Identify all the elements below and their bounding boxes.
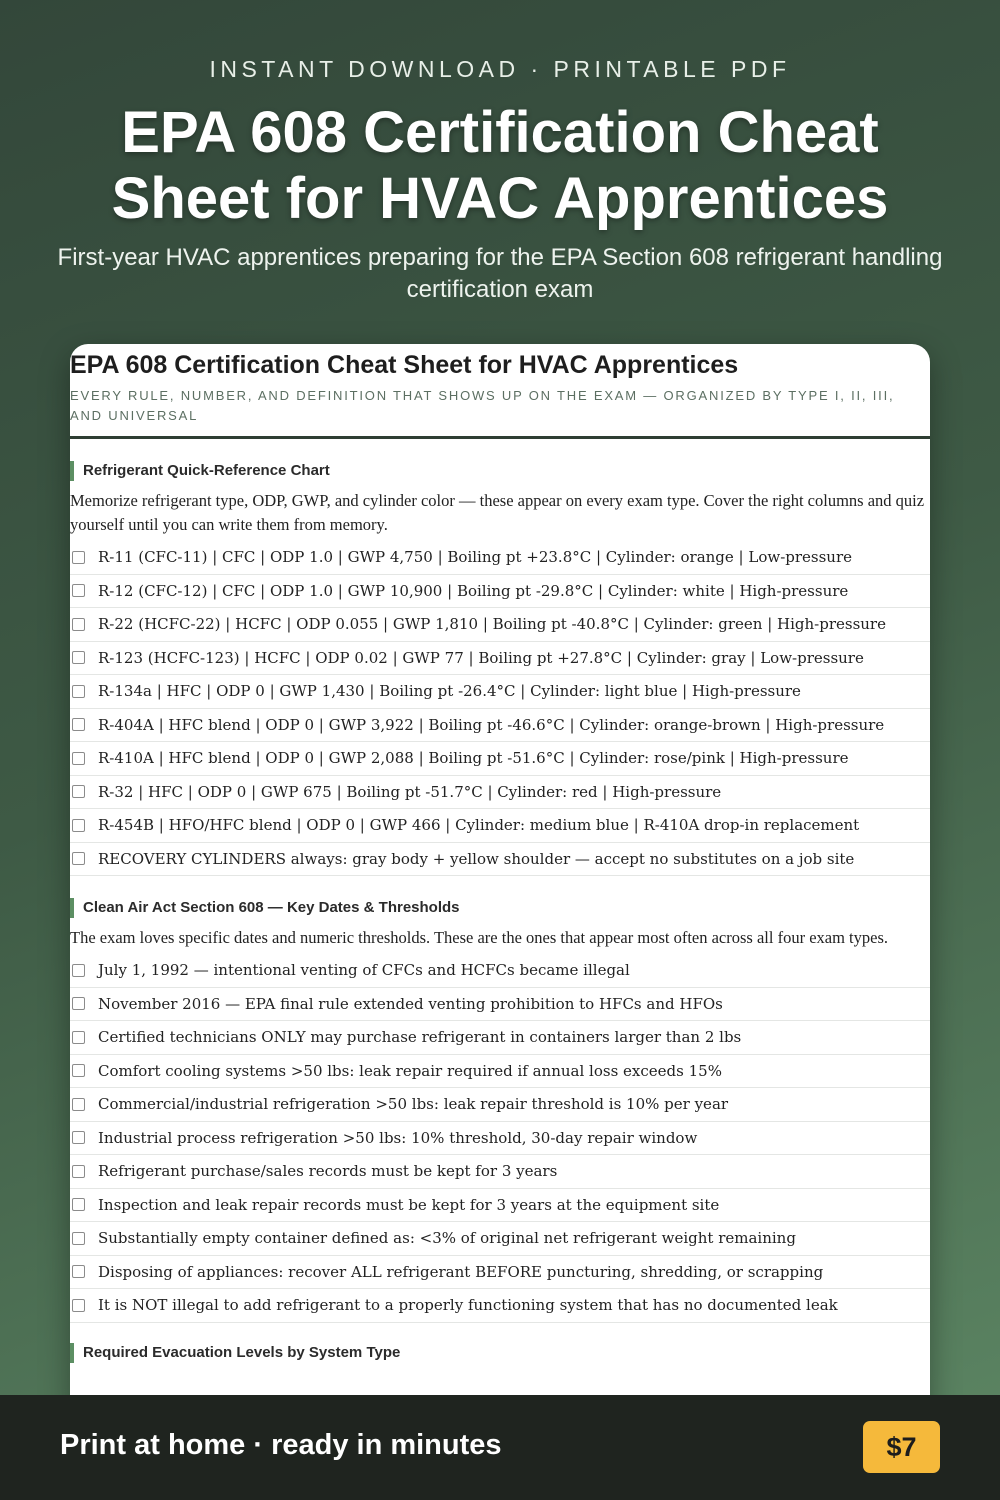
checklist-item-text: November 2016 — EPA final rule extended venting prohibition to HFCs and HFOs — [98, 994, 723, 1013]
checklist-item-text: Industrial process refrigeration >50 lbs: 10% threshold, 30-day repair window — [98, 1128, 698, 1147]
checklist-item-text: R-11 (CFC-11) | CFC | ODP 1.0 | GWP 4,750 | Boiling pt +23.8°C | Cylinder: orange | Low-pressure — [98, 548, 853, 567]
checkbox[interactable] — [72, 785, 85, 798]
checklist-item-text: Certified technicians ONLY may purchase refrigerant in containers larger than 2 lbs — [98, 1028, 742, 1047]
section-key-dates — [70, 898, 930, 1323]
checklist-item — [70, 1222, 930, 1256]
checklist-item — [70, 742, 930, 776]
checklist-item-text: July 1, 1992 — intentional venting of CFCs and HCFCs became illegal — [98, 961, 630, 980]
checklist-item — [70, 1122, 930, 1156]
checkbox[interactable] — [72, 1198, 85, 1211]
checklist-item — [70, 1256, 930, 1290]
section-evacuation-levels — [70, 1343, 930, 1363]
checkbox[interactable] — [72, 1131, 85, 1144]
checklist-item-text: Commercial/industrial refrigeration >50 lbs: leak repair threshold is 10% per year — [98, 1095, 729, 1114]
checklist-item — [70, 1189, 930, 1223]
main-subtitle: First-year HVAC apprentices preparing for the EPA Section 608 refrigerant handling certification exam — [57, 244, 943, 303]
checklist-item-text: R-12 (CFC-12) | CFC | ODP 1.0 | GWP 10,900 | Boiling pt -29.8°C | Cylinder: white | High-pressure — [98, 581, 849, 600]
checkbox[interactable] — [72, 1098, 85, 1111]
document-preview — [70, 344, 930, 1424]
checkbox[interactable] — [72, 1232, 85, 1245]
checklist-item — [70, 541, 930, 575]
checkbox[interactable] — [72, 852, 85, 865]
checkbox[interactable] — [72, 618, 85, 631]
checklist-item-text: Comfort cooling systems >50 lbs: leak repair required if annual loss exceeds 15% — [98, 1061, 722, 1080]
checklist-item-text: R-454B | HFO/HFC blend | ODP 0 | GWP 466 | Cylinder: medium blue | R-410A drop-in replacement — [98, 816, 860, 835]
checklist-item — [70, 608, 930, 642]
checklist-item-text: Refrigerant purchase/sales records must be kept for 3 years — [98, 1162, 558, 1181]
document-subtitle: EVERY RULE, NUMBER, AND DEFINITION THAT SHOWS UP ON THE EXAM — ORGANIZED BY TYPE I, II, III, AND UNIVERSAL — [70, 388, 895, 423]
checklist-item-text: Disposing of appliances: recover ALL refrigerant BEFORE puncturing, shredding, or scrapping — [98, 1262, 824, 1281]
checklist-item — [70, 1155, 930, 1189]
checkbox[interactable] — [72, 651, 85, 664]
main-title: EPA 608 Certification Cheat Sheet for HVAC Apprentices — [111, 100, 889, 231]
top-tagline: INSTANT DOWNLOAD · PRINTABLE PDF — [209, 56, 791, 82]
checklist — [70, 954, 930, 1323]
document-header — [70, 344, 930, 439]
section-title: Required Evacuation Levels by System Type — [70, 1343, 930, 1363]
checklist-item-text: It is NOT illegal to add refrigerant to a properly functioning system that has no documented leak — [98, 1296, 838, 1315]
checkbox[interactable] — [72, 1064, 85, 1077]
checklist-item — [70, 675, 930, 709]
checklist-item-text: Substantially empty container defined as: <3% of original net refrigerant weight remaining — [98, 1229, 796, 1248]
checklist-item — [70, 709, 930, 743]
checkbox[interactable] — [72, 685, 85, 698]
checklist-item-text: R-410A | HFC blend | ODP 0 | GWP 2,088 | Boiling pt -51.6°C | Cylinder: rose/pink | High-pressure — [98, 749, 849, 768]
checkbox[interactable] — [72, 551, 85, 564]
checkbox[interactable] — [72, 752, 85, 765]
checkbox[interactable] — [72, 1299, 85, 1312]
checkbox[interactable] — [72, 819, 85, 832]
checkbox[interactable] — [72, 964, 85, 977]
checklist-item-text: Inspection and leak repair records must be kept for 3 years at the equipment site — [98, 1195, 720, 1214]
checklist-item — [70, 575, 930, 609]
checkbox[interactable] — [72, 1265, 85, 1278]
checklist-item — [70, 954, 930, 988]
checklist-item — [70, 843, 930, 877]
document-title: EPA 608 Certification Cheat Sheet for HVAC Apprentices — [70, 351, 739, 379]
checklist-item — [70, 1055, 930, 1089]
price-badge: $7 — [863, 1421, 940, 1473]
section-description: The exam loves specific dates and numeric thresholds. These are the ones that appear most often across all four exam types. — [70, 928, 888, 947]
checklist-item — [70, 1289, 930, 1323]
checkbox[interactable] — [72, 1165, 85, 1178]
section-description: Memorize refrigerant type, ODP, GWP, and cylinder color — these appear on every exam type. Cover the right columns and quiz yourself until you can write them from memory. — [70, 491, 925, 534]
checkbox[interactable] — [72, 997, 85, 1010]
checkbox[interactable] — [72, 584, 85, 597]
checklist-item — [70, 1088, 930, 1122]
section-refrigerant-chart — [70, 461, 930, 876]
checklist-item-text: R-22 (HCFC-22) | HCFC | ODP 0.055 | GWP 1,810 | Boiling pt -40.8°C | Cylinder: green | High-pressure — [98, 615, 886, 634]
section-title: Clean Air Act Section 608 — Key Dates & Thresholds — [70, 898, 930, 918]
checklist-item-text: RECOVERY CYLINDERS always: gray body + yellow shoulder — accept no substitutes on a job site — [98, 849, 855, 868]
checklist-item — [70, 642, 930, 676]
checklist-item — [70, 809, 930, 843]
checkbox[interactable] — [72, 1031, 85, 1044]
checklist-item — [70, 776, 930, 810]
checklist-item — [70, 1021, 930, 1055]
bottom-bar-text: Print at home · ready in minutes — [60, 1429, 502, 1461]
checkbox[interactable] — [72, 718, 85, 731]
checklist-item-text: R-404A | HFC blend | ODP 0 | GWP 3,922 | Boiling pt -46.6°C | Cylinder: orange-brown | High-pressure — [98, 715, 885, 734]
bottom-bar — [0, 1395, 1000, 1500]
checklist-item-text: R-134a | HFC | ODP 0 | GWP 1,430 | Boiling pt -26.4°C | Cylinder: light blue | High-pressure — [98, 682, 801, 701]
checklist — [70, 541, 930, 876]
checklist-item — [70, 988, 930, 1022]
checklist-item-text: R-32 | HFC | ODP 0 | GWP 675 | Boiling pt -51.7°C | Cylinder: red | High-pressure — [98, 782, 722, 801]
section-title: Refrigerant Quick-Reference Chart — [70, 461, 930, 481]
checklist-item-text: R-123 (HCFC-123) | HCFC | ODP 0.02 | GWP 77 | Boiling pt +27.8°C | Cylinder: gray | Low-pressure — [98, 648, 864, 667]
